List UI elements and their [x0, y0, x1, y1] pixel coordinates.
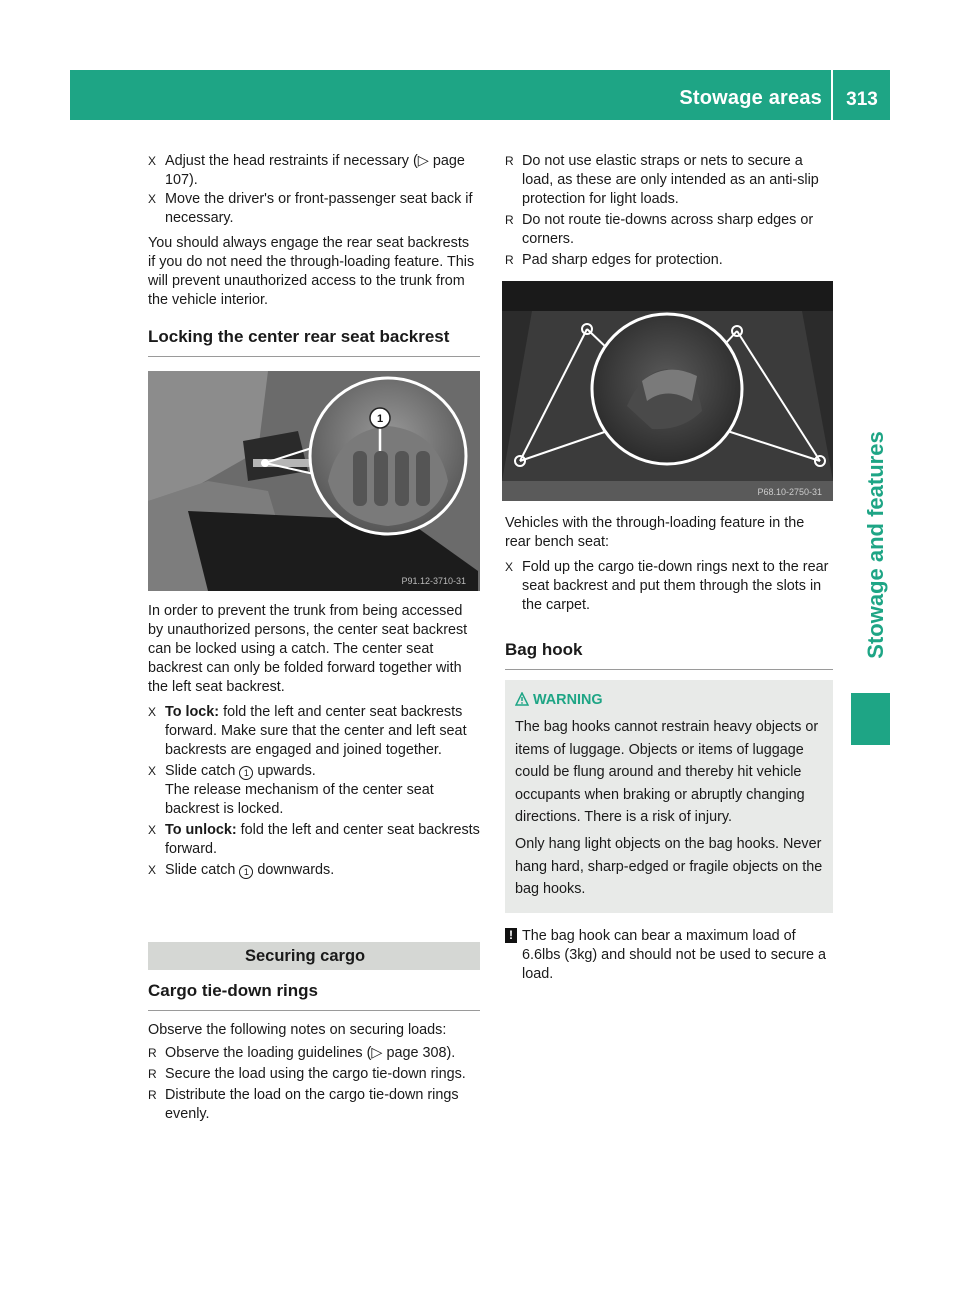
through-loading-paragraph: Vehicles with the through-loading feature in the rear bench seat: [505, 515, 805, 550]
trunk-illustration [502, 281, 833, 501]
left-column [148, 152, 480, 357]
step-text: downwards. [253, 862, 335, 878]
step-text: Fold up the cargo tie-down rings next to the rear seat backrest and put them through the slots in the carpet. [522, 559, 829, 613]
bullet-marker: R [148, 1088, 157, 1102]
bullet-item [505, 152, 833, 209]
bullet-item [505, 251, 833, 270]
bullet-text: Do not route tie-downs across sharp edges or corners. [522, 212, 814, 247]
section-heading-locking: Locking the center rear seat backrest [148, 326, 480, 357]
locking-paragraph: In order to prevent the trunk from being accessed by unauthorized persons, the center seat backrest can be locked using a catch. The center seat backrest can only be folded forward together with the left seat backrest. [148, 603, 468, 695]
note-text: The bag hook can bear a maximum load of 6.6lbs (3kg) and should not be used to secure a load. [522, 927, 827, 982]
section-band-securing-cargo: Securing cargo [148, 942, 480, 970]
to-lock-text: fold the left and center seat backrests forward. Make sure that the center and left seat backrests are engaged and joined together. [165, 704, 467, 758]
to-lock-label: To lock: [165, 704, 220, 720]
step-text: upwards. [253, 763, 316, 779]
instruction-step [148, 190, 480, 228]
left-column-cargo [148, 980, 480, 1124]
note-item [505, 927, 833, 984]
photo-code: P68.10-2750-31 [757, 487, 822, 497]
to-unlock-text: fold the left and center seat backrests forward. [165, 822, 480, 857]
bullet-text: Observe the loading guidelines (▷ page 308). [165, 1045, 456, 1061]
section-heading-tie-down: Cargo tie-down rings [148, 980, 480, 1011]
bullet-item [148, 1044, 480, 1063]
warning-title-text: WARNING [533, 692, 603, 708]
step-result: The release mechanism of the center seat backrest is locked. [165, 782, 434, 817]
step-text: Adjust the head restraints if necessary (▷ page 107). [165, 153, 465, 188]
right-column-lower [505, 514, 833, 984]
warning-text: Only hang light objects on the bag hooks. Never hang hard, sharp-edged or fragile objects on the bag hooks. [515, 835, 823, 898]
seat-catch-illustration [148, 371, 480, 591]
warning-title [515, 690, 823, 710]
step-marker: X [148, 764, 157, 778]
bullet-item [148, 1065, 480, 1084]
instruction-step [505, 558, 833, 615]
step-marker: X [505, 560, 514, 574]
instruction-step [148, 762, 480, 819]
side-tab-marker [851, 693, 890, 745]
bullet-item [505, 211, 833, 249]
bullet-marker: R [505, 154, 514, 168]
note-exclamation-icon: ! [505, 928, 517, 943]
side-tab-label: Stowage and features [863, 431, 888, 659]
step-marker: X [148, 192, 157, 206]
bullet-text: Do not use elastic straps or nets to secure a load, as these are only intended as an anti-slip protection for light loads. [522, 153, 819, 207]
step-marker: X [148, 154, 157, 168]
left-column-lower [148, 602, 480, 880]
intro-paragraph: You should always engage the rear seat backrests if you do not need the through-loading feature. This will prevent unauthorized access to the trunk from the vehicle interior. [148, 235, 475, 308]
bullet-marker: R [505, 253, 514, 267]
catch-callout-symbol: 1 [239, 766, 253, 780]
step-text: Move the driver's or front-passenger seat back if necessary. [165, 191, 473, 226]
bullet-item [148, 1086, 480, 1124]
bullet-marker: R [148, 1046, 157, 1060]
step-text: Slide catch [165, 862, 240, 878]
callout-1: 1 [376, 413, 384, 425]
instruction-step [148, 152, 480, 190]
rings-intro: Observe the following notes on securing loads: [148, 1022, 447, 1038]
page-number: 313 [846, 89, 878, 110]
step-marker: X [148, 705, 157, 719]
bullet-text: Secure the load using the cargo tie-down rings. [165, 1066, 466, 1082]
catch-callout-symbol: 1 [239, 865, 253, 879]
step-marker: X [148, 863, 157, 877]
bullet-text: Pad sharp edges for protection. [522, 252, 723, 268]
to-unlock-label: To unlock: [165, 822, 237, 838]
instruction-step [148, 861, 480, 880]
header-divider [831, 70, 833, 120]
instruction-step [148, 821, 480, 859]
trunk-tie-down-photo [502, 281, 833, 501]
photo-code: P91.12-3710-31 [401, 576, 466, 586]
section-title: Stowage areas [679, 87, 822, 109]
seat-catch-photo [148, 371, 480, 591]
bullet-marker: R [148, 1067, 157, 1081]
warning-box [505, 680, 833, 913]
instruction-step [148, 703, 480, 760]
right-column [505, 152, 833, 270]
section-heading-bag-hook: Bag hook [505, 639, 833, 670]
bullet-marker: R [505, 213, 514, 227]
warning-text: The bag hooks cannot restrain heavy objects or items of luggage. Objects or items of luggage could be flung around and thereby hit vehicle occupants when braking or abruptly changing directions. There is a risk of injury. [515, 719, 819, 826]
step-text: Slide catch [165, 763, 240, 779]
bullet-text: Distribute the load on the cargo tie-down rings evenly. [165, 1087, 459, 1122]
step-marker: X [148, 823, 157, 837]
